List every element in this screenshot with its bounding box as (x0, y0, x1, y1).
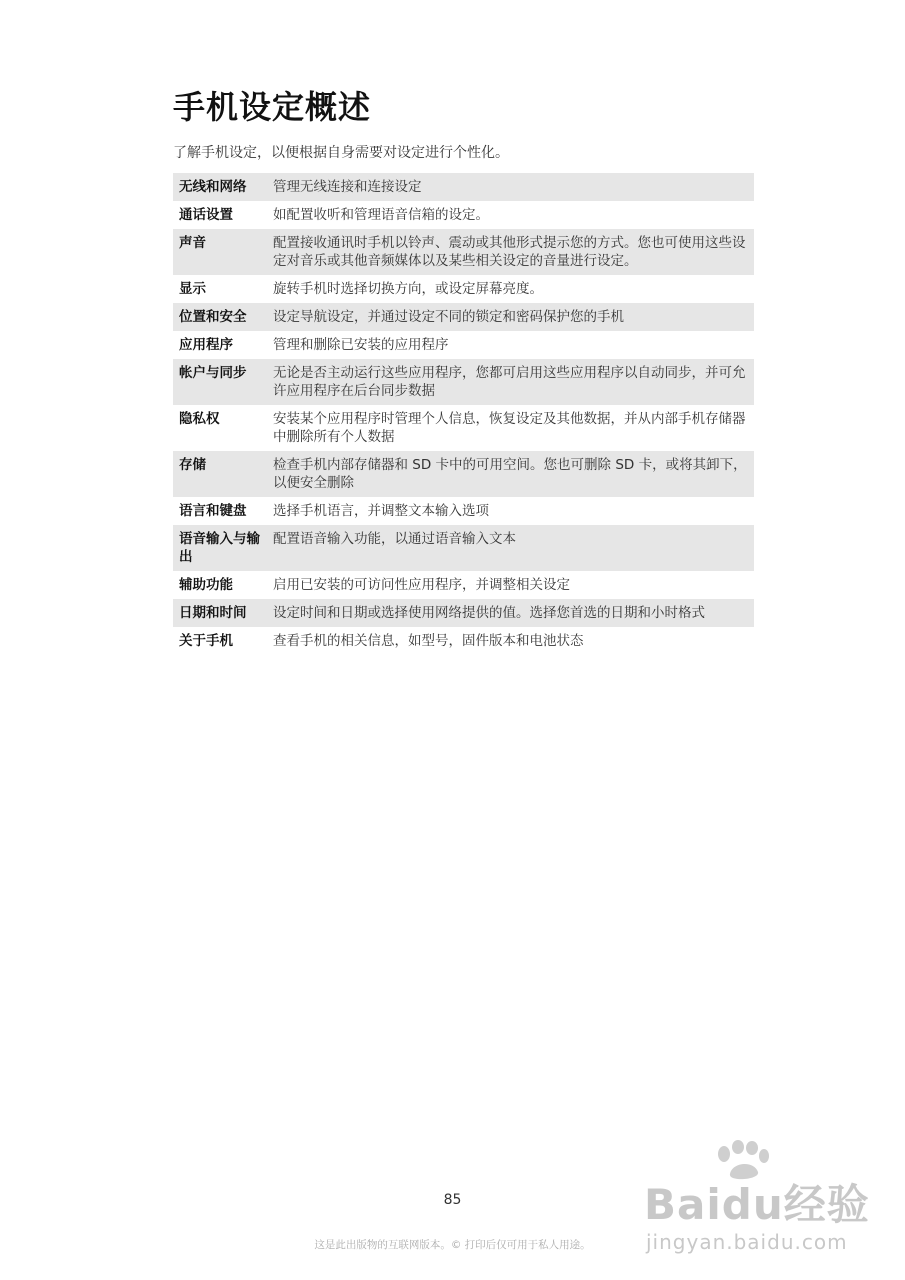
setting-term: 无线和网络 (173, 173, 267, 201)
setting-description: 无论是否主动运行这些应用程序，您都可启用这些应用程序以自动同步，并可允许应用程序在后台同步数据 (267, 359, 754, 405)
setting-term: 辅助功能 (179, 577, 233, 593)
setting-description: 如配置收听和管理语音信箱的设定。 (273, 207, 489, 223)
table-row (173, 599, 754, 627)
setting-description: 管理无线连接和连接设定 (267, 173, 754, 201)
table-row (173, 173, 754, 201)
table-row (173, 303, 754, 331)
setting-term: 显示 (179, 281, 206, 297)
table-row (173, 497, 754, 525)
setting-term: 隐私权 (179, 411, 220, 427)
table-row (173, 525, 754, 571)
table-row (173, 405, 754, 451)
table-row (173, 201, 754, 229)
baidu-watermark (640, 1140, 870, 1270)
setting-term: 关于手机 (179, 633, 233, 649)
table-row (173, 331, 754, 359)
page-title: 手机设定概述 (173, 88, 372, 126)
setting-description: 配置语音输入功能，以通过语音输入文本 (267, 525, 754, 571)
setting-description: 管理和删除已安装的应用程序 (273, 337, 449, 353)
setting-description: 设定时间和日期或选择使用网络提供的值。选择您首选的日期和小时格式 (267, 599, 754, 627)
watermark-brand: Baidu经验 (644, 1180, 870, 1229)
setting-description: 选择手机语言，并调整文本输入选项 (273, 503, 489, 519)
setting-term: 应用程序 (179, 337, 233, 353)
settings-table (173, 173, 754, 655)
setting-description: 启用已安装的可访问性应用程序，并调整相关设定 (273, 577, 570, 593)
table-row (173, 571, 754, 599)
setting-term: 声音 (173, 229, 267, 275)
setting-term: 通话设置 (179, 207, 233, 223)
setting-description: 设定导航设定，并通过设定不同的锁定和密码保护您的手机 (267, 303, 754, 331)
setting-description: 安装某个应用程序时管理个人信息，恢复设定及其他数据，并从内部手机存储器中删除所有个人数据 (273, 411, 746, 445)
setting-term: 语音输入与输出 (173, 525, 267, 571)
footer-note: 这是此出版物的互联网版本。© 打印后仅可用于私人用途。 (314, 1239, 591, 1251)
setting-term: 帐户与同步 (173, 359, 267, 405)
table-row (173, 275, 754, 303)
watermark-domain: jingyan.baidu.com (646, 1230, 848, 1254)
table-row (173, 451, 754, 497)
table-row (173, 627, 754, 655)
setting-term: 存储 (173, 451, 267, 497)
setting-description: 配置接收通讯时手机以铃声、震动或其他形式提示您的方式。您也可使用这些设定对音乐或其他音频媒体以及某些相关设定的音量进行设定。 (267, 229, 754, 275)
table-row (173, 229, 754, 275)
intro-text: 了解手机设定，以便根据自身需要对设定进行个性化。 (173, 145, 509, 161)
setting-term: 日期和时间 (173, 599, 267, 627)
table-row (173, 359, 754, 405)
setting-description: 检查手机内部存储器和 SD 卡中的可用空间。您也可删除 SD 卡，或将其卸下，以便安全删除 (267, 451, 754, 497)
setting-term: 位置和安全 (173, 303, 267, 331)
setting-term: 语言和键盘 (179, 503, 247, 519)
setting-description: 查看手机的相关信息，如型号，固件版本和电池状态 (273, 633, 584, 649)
page-number: 85 (443, 1192, 462, 1208)
setting-description: 旋转手机时选择切换方向，或设定屏幕亮度。 (273, 281, 543, 297)
